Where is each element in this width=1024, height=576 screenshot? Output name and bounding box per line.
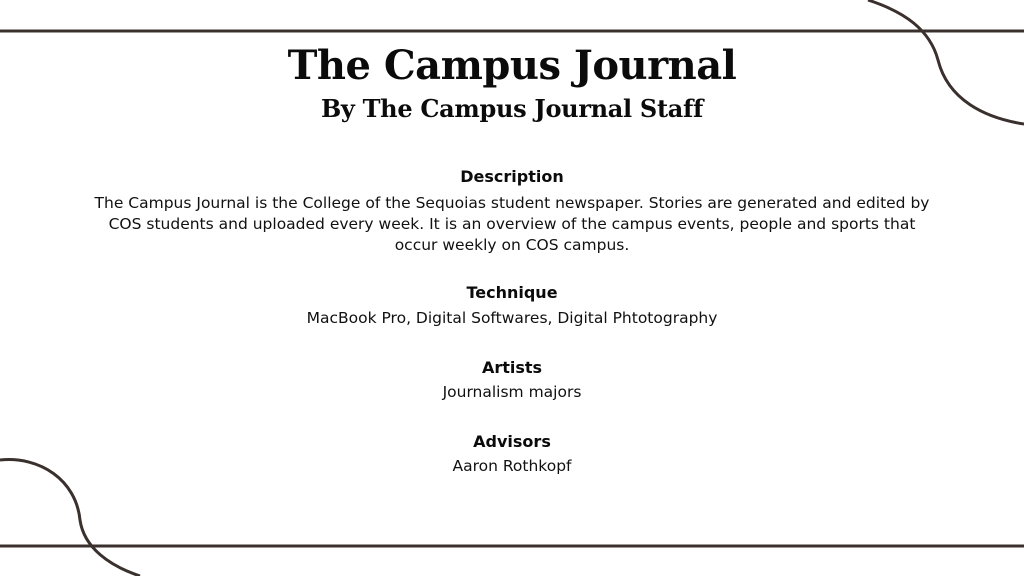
bottom-left-curve [0, 460, 140, 576]
description-text: The Campus Journal is the College of the Sequoias student newspaper. Stories are generated and edited by COS students and uploaded every week. It is an overview of the campus events, people and sports that occur weekly on COS campus. [94, 194, 930, 254]
artists-text: Journalism majors [442, 383, 582, 401]
description-heading: Description [460, 167, 564, 186]
advisors-text: Aaron Rothkopf [452, 457, 572, 475]
page-subtitle: By The Campus Journal Staff [320, 94, 704, 123]
advisors-heading: Advisors [473, 432, 551, 451]
page-title: The Campus Journal [287, 42, 737, 89]
technique-text: MacBook Pro, Digital Softwares, Digital Phtotography [306, 309, 718, 327]
technique-heading: Technique [466, 283, 558, 302]
artists-heading: Artists [481, 358, 543, 377]
